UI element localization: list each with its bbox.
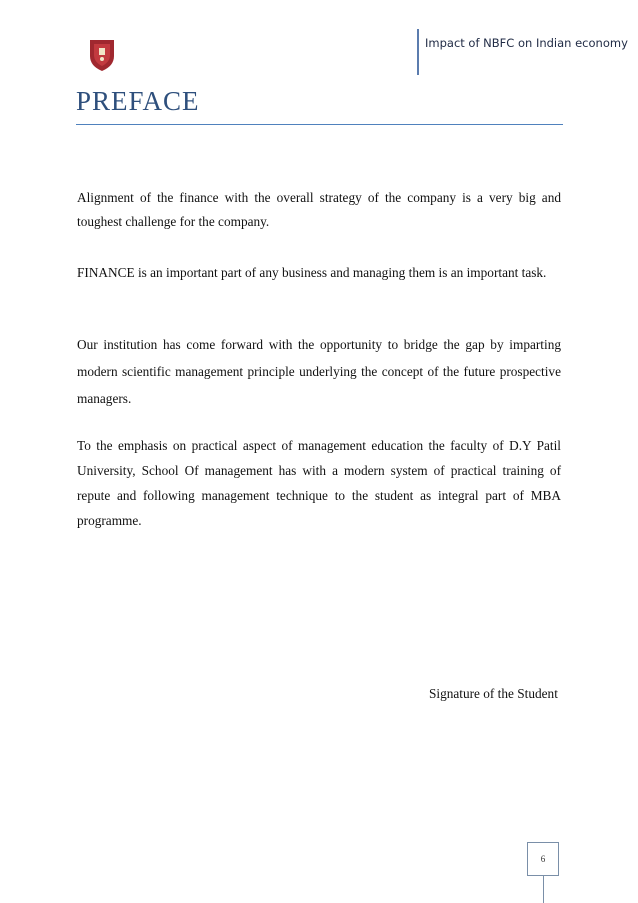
university-logo — [88, 38, 116, 72]
paragraph: Our institution has come forward with the opportunity to bridge the gap by imparting modern scientific management principle underlying the concept of the future prospective managers. — [77, 337, 561, 406]
header-divider — [417, 29, 419, 75]
page-number: 6 — [540, 854, 546, 864]
page-title: PREFACE — [76, 86, 200, 116]
signature-label: Signature of the Student — [429, 686, 558, 701]
running-header-title: Impact of NBFC on Indian economy — [425, 36, 628, 50]
title-underline — [76, 124, 563, 125]
shield-emblem-icon — [88, 38, 116, 72]
paragraph: To the emphasis on practical aspect of management education the faculty of D.Y Patil University, School Of management has with a modern system of practical training of repute and following management technique to the student as integral part of MBA programme. — [77, 438, 561, 528]
paragraph: FINANCE is an important part of any business and managing them is an important task. — [77, 265, 547, 280]
paragraph: Alignment of the finance with the overall strategy of the company is a very big and toughest challenge for the company. — [77, 190, 561, 229]
page-number-tick — [543, 876, 544, 903]
page-number-box — [527, 842, 559, 876]
